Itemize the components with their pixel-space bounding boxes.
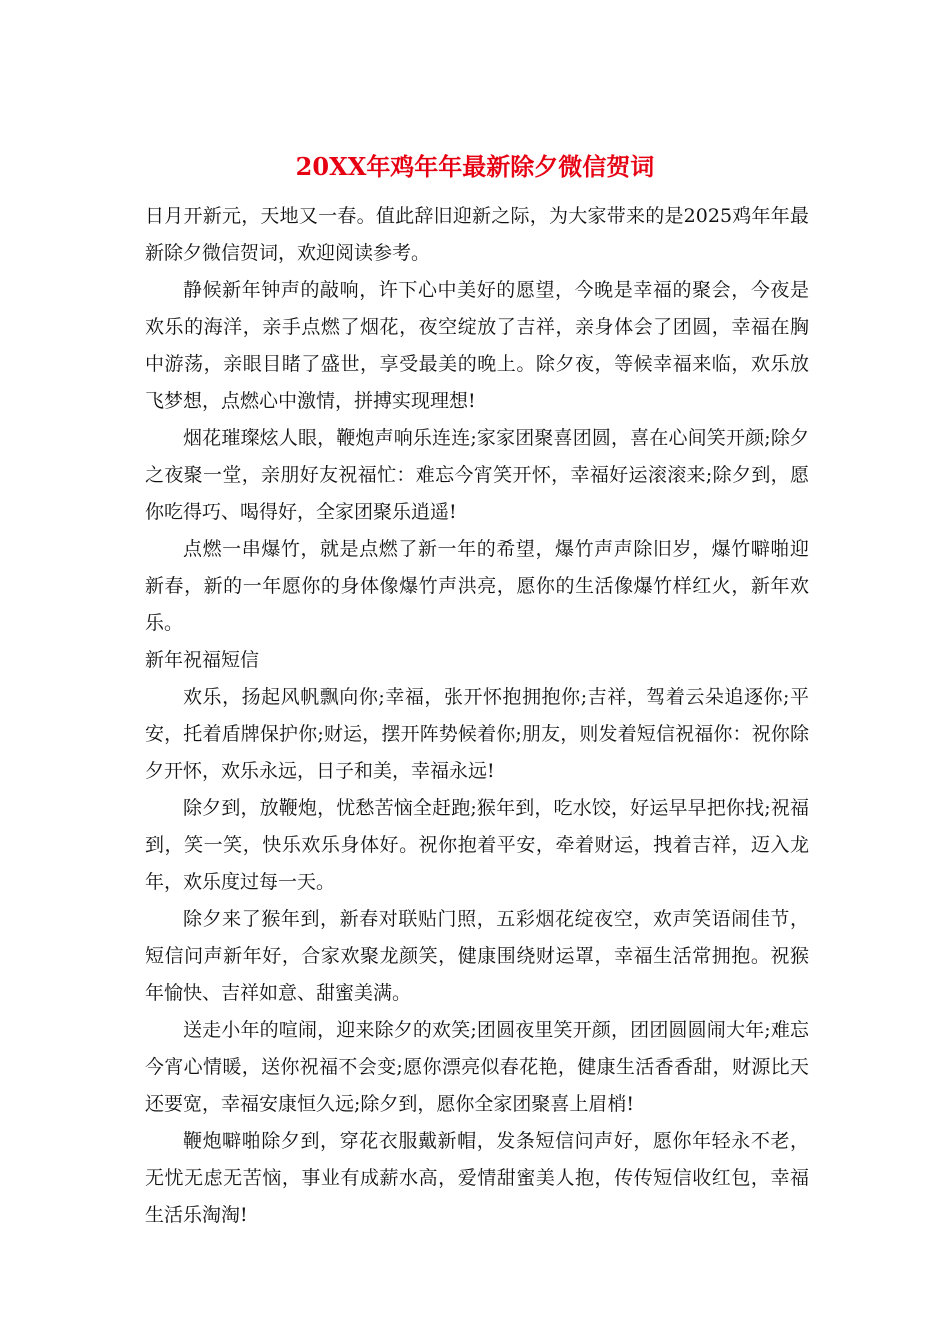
- body-paragraph: 除夕来了猴年到，新春对联贴门照，五彩烟花绽夜空，欢声笑语闹佳节，短信问声新年好，合家欢聚龙颜笑，健康围绕财运罩，幸福生活常拥抱。祝猴年愉快、吉祥如意、甜蜜美满。: [145, 908, 809, 1004]
- document-body: [145, 198, 809, 1234]
- body-paragraph: 静候新年钟声的敲响，许下心中美好的愿望，今晚是幸福的聚会，今夜是欢乐的海洋，亲手点燃了烟花，夜空绽放了吉祥，亲身体会了团圆，幸福在胸中游荡，亲眼目睹了盛世，享受最美的晚上。除夕夜，等候幸福来临，欢乐放飞梦想，点燃心中激情，拼搏实现理想!: [145, 279, 809, 412]
- body-paragraph: 除夕到，放鞭炮，忧愁苦恼全赶跑;猴年到，吃水饺，好运早早把你找;祝福到，笑一笑，快乐欢乐身体好。祝你抱着平安，牵着财运，拽着吉祥，迈入龙年，欢乐度过每一天。: [145, 797, 809, 893]
- section-heading: 新年祝福短信: [145, 649, 260, 671]
- body-paragraph: 鞭炮噼啪除夕到，穿花衣服戴新帽，发条短信问声好，愿你年轻永不老，无忧无虑无苦恼，事业有成薪水高，爱情甜蜜美人抱，传传短信收红包，幸福生活乐淘淘!: [145, 1130, 809, 1226]
- body-paragraph: 点燃一串爆竹，就是点燃了新一年的希望，爆竹声声除旧岁，爆竹噼啪迎新春，新的一年愿你的身体像爆竹声洪亮，愿你的生活像爆竹样红火，新年欢乐。: [145, 538, 809, 634]
- body-paragraph: 烟花璀璨炫人眼，鞭炮声响乐连连;家家团聚喜团圆，喜在心间笑开颜;除夕之夜聚一堂，亲朋好友祝福忙：难忘今宵笑开怀，幸福好运滚滚来;除夕到，愿你吃得巧、喝得好，全家团聚乐逍遥!: [145, 427, 809, 523]
- intro-paragraph: 日月开新元，天地又一春。值此辞旧迎新之际，为大家带来的是2025鸡年年最新除夕微信贺词，欢迎阅读参考。: [145, 205, 809, 264]
- body-paragraph: 送走小年的喧闹，迎来除夕的欢笑;团圆夜里笑开颜，团团圆圆闹大年;难忘今宵心情暖，送你祝福不会变;愿你漂亮似春花艳，健康生活香香甜，财源比天还要宽，幸福安康恒久远;除夕到，愿你全家团聚喜上眉梢!: [145, 1019, 809, 1115]
- body-paragraph: 欢乐，扬起风帆飘向你;幸福，张开怀抱拥抱你;吉祥，驾着云朵追逐你;平安，托着盾牌保护你;财运，摆开阵势候着你;朋友，则发着短信祝福你：祝你除夕开怀，欢乐永远，日子和美，幸福永远!: [145, 686, 809, 782]
- document-title: 20XX年鸡年年最新除夕微信贺词: [295, 152, 655, 181]
